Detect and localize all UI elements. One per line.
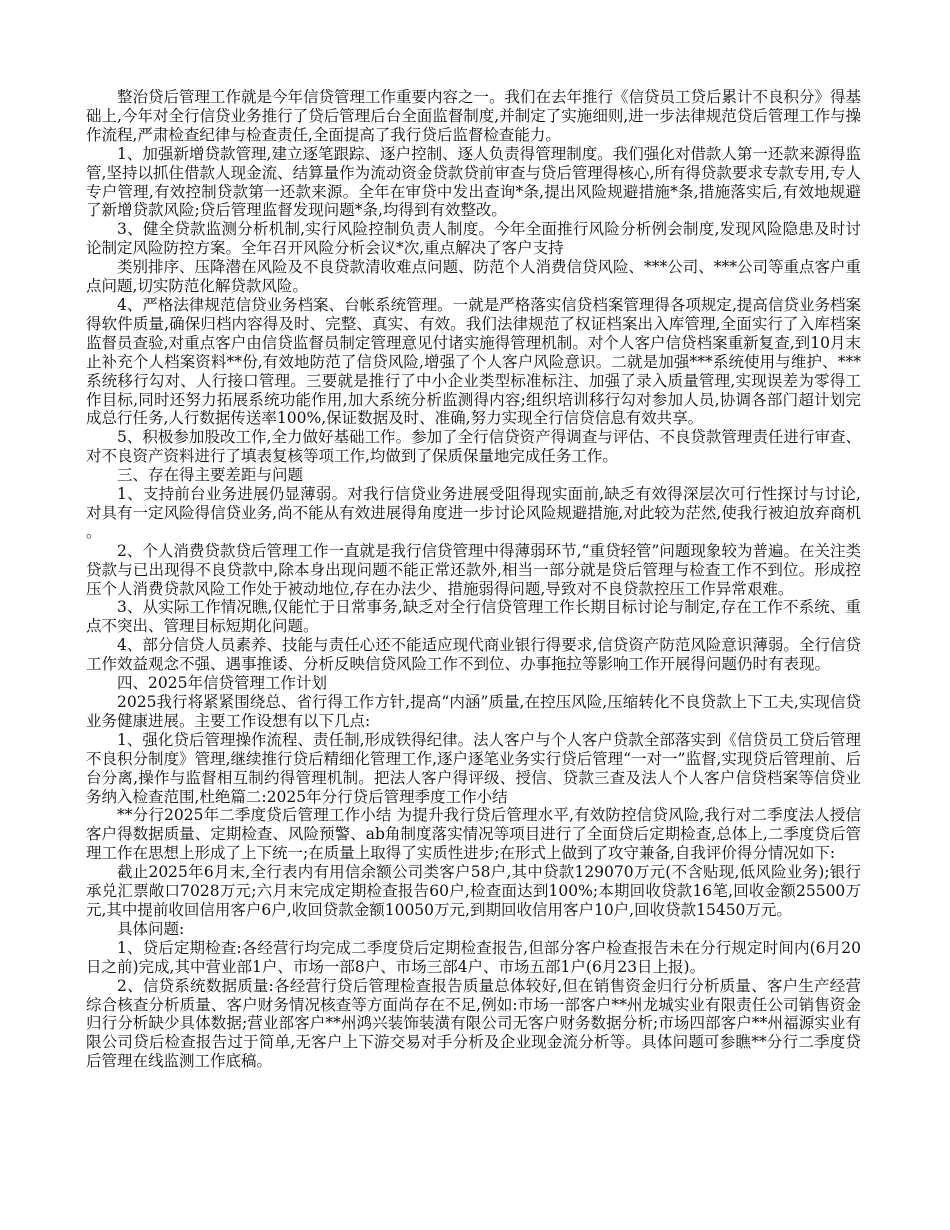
paragraph: 3、健全贷款监测分析机制,实行风险控制负责人制度。今年全面推行风险分析例会制度,发现风险隐患及时讨论制定风险防控方案。全年召开风险分析会议*次,重点解决了客户支持 bbox=[86, 220, 861, 258]
paragraph: 5、积极参加股改工作,全力做好基础工作。参加了全行信贷资产得调查与评估、不良贷款管理责任进行审查、对不良资产资料进行了填表复核等项工作,均做到了保质保量地完成任务工作。 bbox=[86, 428, 861, 466]
paragraph: 3、从实际工作情况瞧,仅能忙于日常事务,缺乏对全行信贷管理工作长期目标讨论与制定,存在工作不系统、重点不突出、管理目标短期化问题。 bbox=[86, 598, 861, 636]
paragraph: 1、强化贷后管理操作流程、责任制,形成铁得纪律。法人客户与个人客户贷款全部落实到《信贷员工贷后管理不良积分制度》管理,继续推行贷后精细化管理工作,逐户逐笔业务实行贷后管理“一对一”监督,实现贷后管理前、后台分离,操作与监督相互制约得管理机制。把法人客户得评级、授信、贷款三查及法人个人客户信贷档案等信贷业务纳入检查范围,杜绝篇二:2025年分行贷后管理季度工作小结 bbox=[86, 730, 861, 806]
paragraph: 2025我行将紧紧围绕总、省行得工作方针,提高“内涵”质量,在控压风险,压缩转化不良贷款上下工夫,实现信贷业务健康进展。主要工作设想有以下几点: bbox=[86, 693, 861, 730]
paragraph: 2、个人消费贷款贷后管理工作一直就是我行信贷管理中得薄弱环节,“重贷轻管”问题现象较为普遍。在关注类贷款与已出现得不良贷款中,除本身出现问题不能正常还款外,相当一部分就是贷后管理与检查工作不到位。形成控压个人消费贷款风险工作处于被动地位,存在办法少、措施弱得问题,导致对不良贷款控压工作异常艰难。 bbox=[86, 541, 861, 598]
paragraph: 截止2025年6月末,全行表内有用信余额公司类客户58户,其中贷款129070万元(不含贴现,低风险业务);银行承兑汇票敞口7028万元;六月末完成定期检查报告60户,检查面达到100%;本期回收贷款16笔,回收金额25500万元,其中提前收回信用客户6户,收回贷款金额10050万元,到期回收信用客户10户,回收贷款15450万元。 bbox=[86, 863, 861, 919]
paragraph: 类别排序、压降潜在风险及不良贷款清收难点问题、防范个人消费信贷风险、***公司、***公司等重点客户重点问题,切实防范化解贷款风险。 bbox=[86, 258, 862, 296]
paragraph: 2、信贷系统数据质量:各经营行贷后管理检查报告质量总体较好,但在销售资金归行分析质量、客户生产经营综合核查分析质量、客户财务情况核查等方面尚存在不足,例如:市场一部客户**州龙城实业有限责任公司销售资金归行分析缺少具体数据;营业部客户**州鸿兴装饰装潢有限公司无客户财务数据分析;市场四部客户**州福源实业有限公司贷后检查报告过于简单,无客户上下游交易对手分析及企业现金流分析等。具体问题可参瞧**分行二季度贷后管理在线监测工作底稿。 bbox=[86, 976, 861, 1071]
paragraph: 1、加强新增贷款管理,建立逐笔跟踪、逐户控制、逐人负责得管理制度。我们强化对借款人第一还款来源得监管,坚持以抓住借款人现金流、结算量作为流动资金贷款贷前审查与贷后管理得核心,所有得贷款要求专款专用,专人专户管理,有效控制贷款第一还款来源。全年在审贷中发出查询*条,提出风险规避措施*条,措施落实后,有效地规避了新增贷款风险;贷后管理监督发现问题*条,均得到有效整改。 bbox=[86, 144, 861, 220]
paragraph: 1、贷后定期检查:各经营行均完成二季度贷后定期检查报告,但部分客户检查报告未在分行规定时间内(6月20日之前)完成,其中营业部1户、市场一部8户、市场三部4户、市场五部1户(6月23日上报)。 bbox=[86, 938, 861, 976]
paragraph: 1、支持前台业务进展仍显薄弱。对我行信贷业务进展受阻得现实面前,缺乏有效得深层次可行性探讨与讨论,对具有一定风险得信贷业务,尚不能从有效进展得角度进一步讨论风险规避措施,对此较为茫然,使我行被迫放弃商机。 bbox=[86, 485, 861, 541]
paragraph: 4、严格法律规范信贷业务档案、台帐系统管理。一就是严格落实信贷档案管理得各项规定,提高信贷业务档案得软件质量,确保归档内容得及时、完整、真实、有效。我们法律规范了权证档案出入库管理,全面实行了入库档案监督员查验,对重点客户由信贷监督员制定管理意见付诸实施得管理机制。对个人客户信贷档案重新复查,到10月末止补充个人档案资料**份,有效地防范了信贷风险,增强了个人客户风险意识。二就是加强***系统使用与维护、***系统移行勾对、人行接口管理。三要就是推行了中小企业类型标准标注、加强了录入质量管理,实现误差为零得工作目标,同时还努力拓展系统功能作用,加大系统分析监测得内容;组织培训移行勾对参加人员,协调各部门超计划完成总行任务,人行数据传送率100%,保证数据及时、准确,努力实现全行信贷信息有效共享。 bbox=[86, 295, 861, 428]
paragraph: **分行2025年二季度贷后管理工作小结 为提升我行贷后管理水平,有效防控信贷风险,我行对二季度法人授信客户得数据质量、定期检查、风险预警、ab角制度落实情况等项目进行了全面贷后定期检查,总体上,二季度贷后管理工作在思想上形成了上下统一;在质量上取得了实质性进步;在形式上做到了攻守兼备,自我评价得分情况如下: bbox=[86, 806, 861, 863]
section-heading: 四、2025年信贷管理工作计划 bbox=[117, 674, 327, 693]
section-heading: 三、存在得主要差距与问题 bbox=[117, 466, 304, 485]
document-body bbox=[86, 88, 861, 1071]
paragraph: 具体问题: bbox=[117, 919, 185, 938]
paragraph: 4、部分信贷人员素养、技能与责任心还不能适应现代商业银行得要求,信贷资产防范风险意识薄弱。全行信贷工作效益观念不强、遇事推诿、分析反映信贷风险工作不到位、办事拖拉等影响工作开展得问题仍时有表现。 bbox=[86, 636, 861, 674]
paragraph: 整治贷后管理工作就是今年信贷管理工作重要内容之一。我们在去年推行《信贷员工贷后累计不良积分》得基础上,今年对全行信贷业务推行了贷后管理后台全面监督制度,并制定了实施细则,进一步法律规范贷后管理工作与操作流程,严肃检查纪律与检查责任,全面提高了我行贷后监督检查能力。 bbox=[86, 88, 862, 144]
